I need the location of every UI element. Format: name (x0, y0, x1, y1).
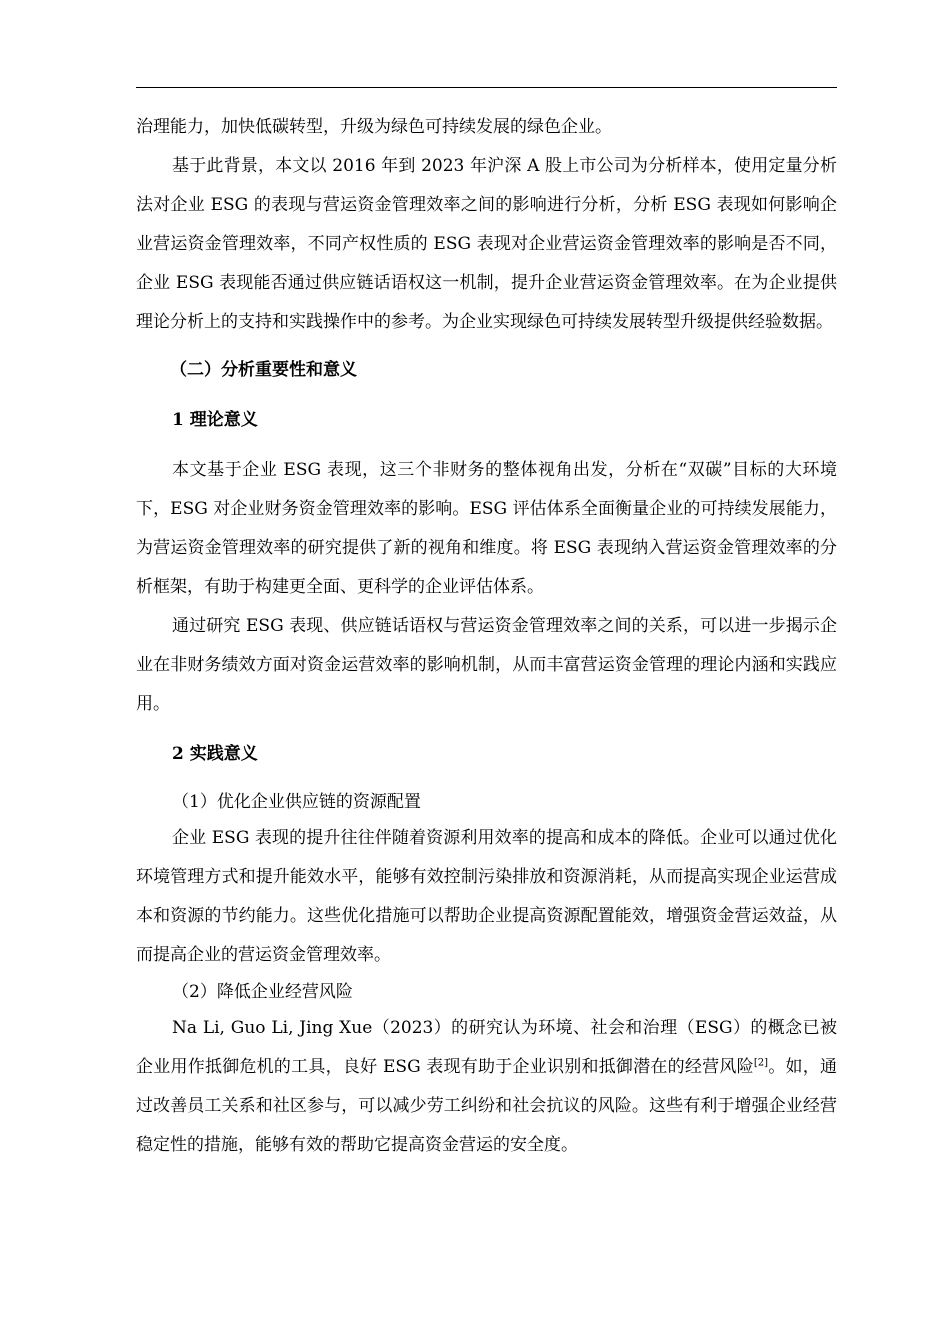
paragraph-continuation: 治理能力，加快低碳转型，升级为绿色可持续发展的绿色企业。 (136, 117, 612, 137)
paragraph-practice-2-part-a: Na Li, Guo Li, Jing Xue（2023）的研究认为环境、社会和治理（ESG）的概念已被企业用作抵御危机的工具，良好 ESG 表现有助于企业识别和抵御潜在的经营风险 (136, 1018, 837, 1077)
paragraph-practice-2 (136, 1009, 837, 1165)
item-heading-2: （2）降低企业经营风险 (172, 982, 353, 1002)
paragraph-practice-2-part-b: 。如，通过改善员工关系和社区参与，可以减少劳工纠纷和社会抗议的风险。这些有利于增强企业经营稳定性的措施，能够有效的帮助它提高资金营运的安全度。 (136, 1057, 837, 1155)
paragraph-theory-2: 通过研究 ESG 表现、供应链话语权与营运资金管理效率之间的关系，可以进一步揭示企业在非财务绩效方面对资金运营效率的影响机制，从而丰富营运资金管理的理论内涵和实践应用。 (136, 616, 837, 714)
item-heading-1: （1）优化企业供应链的资源配置 (172, 792, 421, 812)
document-body (136, 108, 837, 1165)
header-rule (136, 87, 837, 88)
citation-marker: [2] (753, 1057, 769, 1069)
subheading-theory: 1 理论意义 (172, 410, 258, 430)
paragraph-theory-1: 本文基于企业 ESG 表现，这三个非财务的整体视角出发，分析在“双碳”目标的大环境下，ESG 对企业财务资金管理效率的影响。ESG 评估体系全面衡量企业的可持续发展能力，为营运资金管理效率的研究提供了新的视角和维度。将 ESG 表现纳入营运资金管理效率的分析框架，有助于构建更全面、更科学的企业评估体系。 (136, 460, 837, 597)
paragraph-background: 基于此背景，本文以 2016 年到 2023 年沪深 A 股上市公司为分析样本，使用定量分析法对企业 ESG 的表现与营运资金管理效率之间的影响进行分析，分析 ESG 表现如何影响企业营运资金管理效率，不同产权性质的 ESG 表现对企业营运资金管理效率的影响是否不同，企业 ESG 表现能否通过供应链话语权这一机制，提升企业营运资金管理效率。在为企业提供理论分析上的支持和实践操作中的参考。为企业实现绿色可持续发展转型升级提供经验数据。 (136, 156, 837, 332)
section-heading: （二）分析重要性和意义 (170, 360, 357, 380)
paragraph-practice-1: 企业 ESG 表现的提升往往伴随着资源利用效率的提高和成本的降低。企业可以通过优化环境管理方式和提升能效水平，能够有效控制污染排放和资源消耗，从而提高实现企业运营成本和资源的节约能力。这些优化措施可以帮助企业提高资源配置能效，增强资金营运效益，从而提高企业的营运资金管理效率。 (136, 828, 837, 965)
subheading-practice: 2 实践意义 (172, 744, 258, 764)
